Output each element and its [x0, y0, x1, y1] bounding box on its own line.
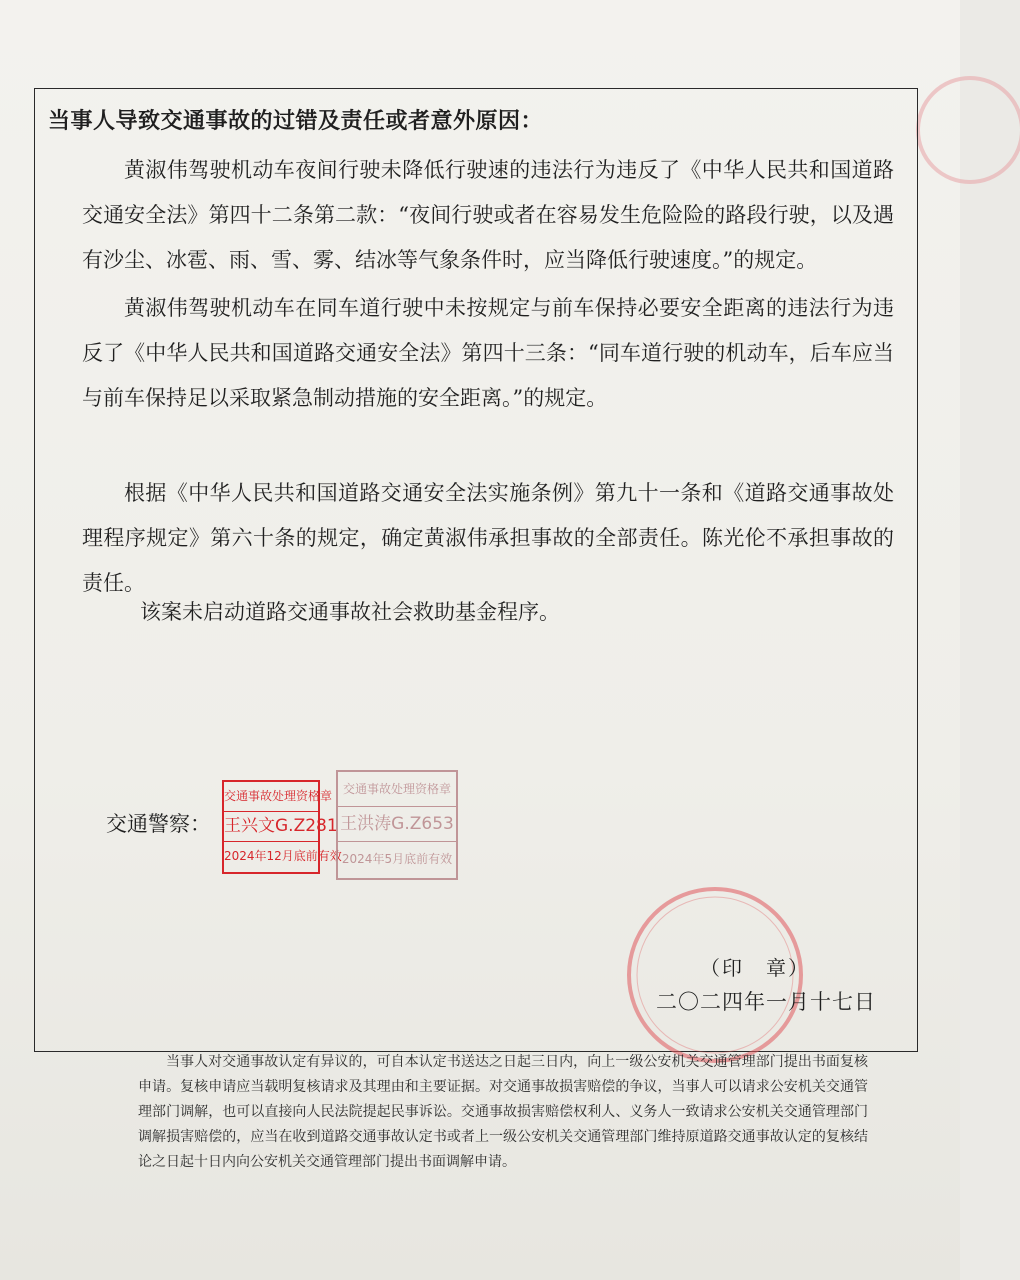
stamp-officer-id: 王洪涛G.Z653	[338, 807, 456, 842]
seal-label: （印 章）	[700, 956, 810, 980]
officer-qualification-stamp-faint	[336, 770, 458, 880]
paragraph-relief-fund: 该案未启动道路交通事故社会救助基金程序。	[140, 600, 560, 624]
stamp-officer-id: 王兴文G.Z281	[224, 812, 318, 842]
stamp-validity: 2024年5月底前有效	[341, 852, 453, 866]
issue-date: 二〇二四年一月十七日	[656, 990, 876, 1014]
section-heading: 当事人导致交通事故的过错及责任或者意外原因：	[48, 109, 544, 134]
paragraph-distance-violation: 黄淑伟驾驶机动车在同车道行驶中未按规定与前车保持必要安全距离的违法行为违反了《中华人民共和国道路交通安全法》第四十三条：“同车道行驶的机动车，后车应当与前车保持足以采取紧急制动措施的安全距离。”的规定。	[82, 296, 894, 410]
appeal-notice: 当事人对交通事故认定有异议的，可自本认定书送达之日起三日内，向上一级公安机关交通管理部门提出书面复核申请。复核申请应当载明复核请求及其理由和主要证据。对交通事故损害赔偿的争议，当事人可以请求公安机关交通管理部门调解，也可以直接向人民法院提起民事诉讼。交通事故损害赔偿权利人、义务人一致请求公安机关交通管理部门调解损害赔偿的，应当在收到道路交通事故认定书或者上一级公安机关交通管理部门维持原道路交通事故认定的复核结论之日起十日内向公安机关交通管理部门提出书面调解申请。	[138, 1054, 868, 1170]
stamp-validity: 2024年12月底前有效	[224, 849, 342, 863]
stamp-title: 交通事故处理资格章	[224, 782, 318, 812]
partial-official-seal-corner	[900, 70, 1020, 190]
paragraph-speed-violation: 黄淑伟驾驶机动车夜间行驶未降低行驶速的违法行为违反了《中华人民共和国道路交通安全法》第四十二条第二款：“夜间行驶或者在容易发生危险险的路段行驶，以及遇有沙尘、冰雹、雨、雪、雾、结冰等气象条件时，应当降低行驶速度。”的规定。	[82, 158, 894, 272]
traffic-police-label: 交通警察：	[106, 812, 211, 836]
stamp-title: 交通事故处理资格章	[338, 772, 456, 807]
officer-qualification-stamp-red	[222, 780, 342, 874]
paragraph-responsibility-ruling: 根据《中华人民共和国道路交通安全法实施条例》第九十一条和《道路交通事故处理程序规定》第六十条的规定，确定黄淑伟承担事故的全部责任。陈光伦不承担事故的责任。	[82, 481, 894, 595]
